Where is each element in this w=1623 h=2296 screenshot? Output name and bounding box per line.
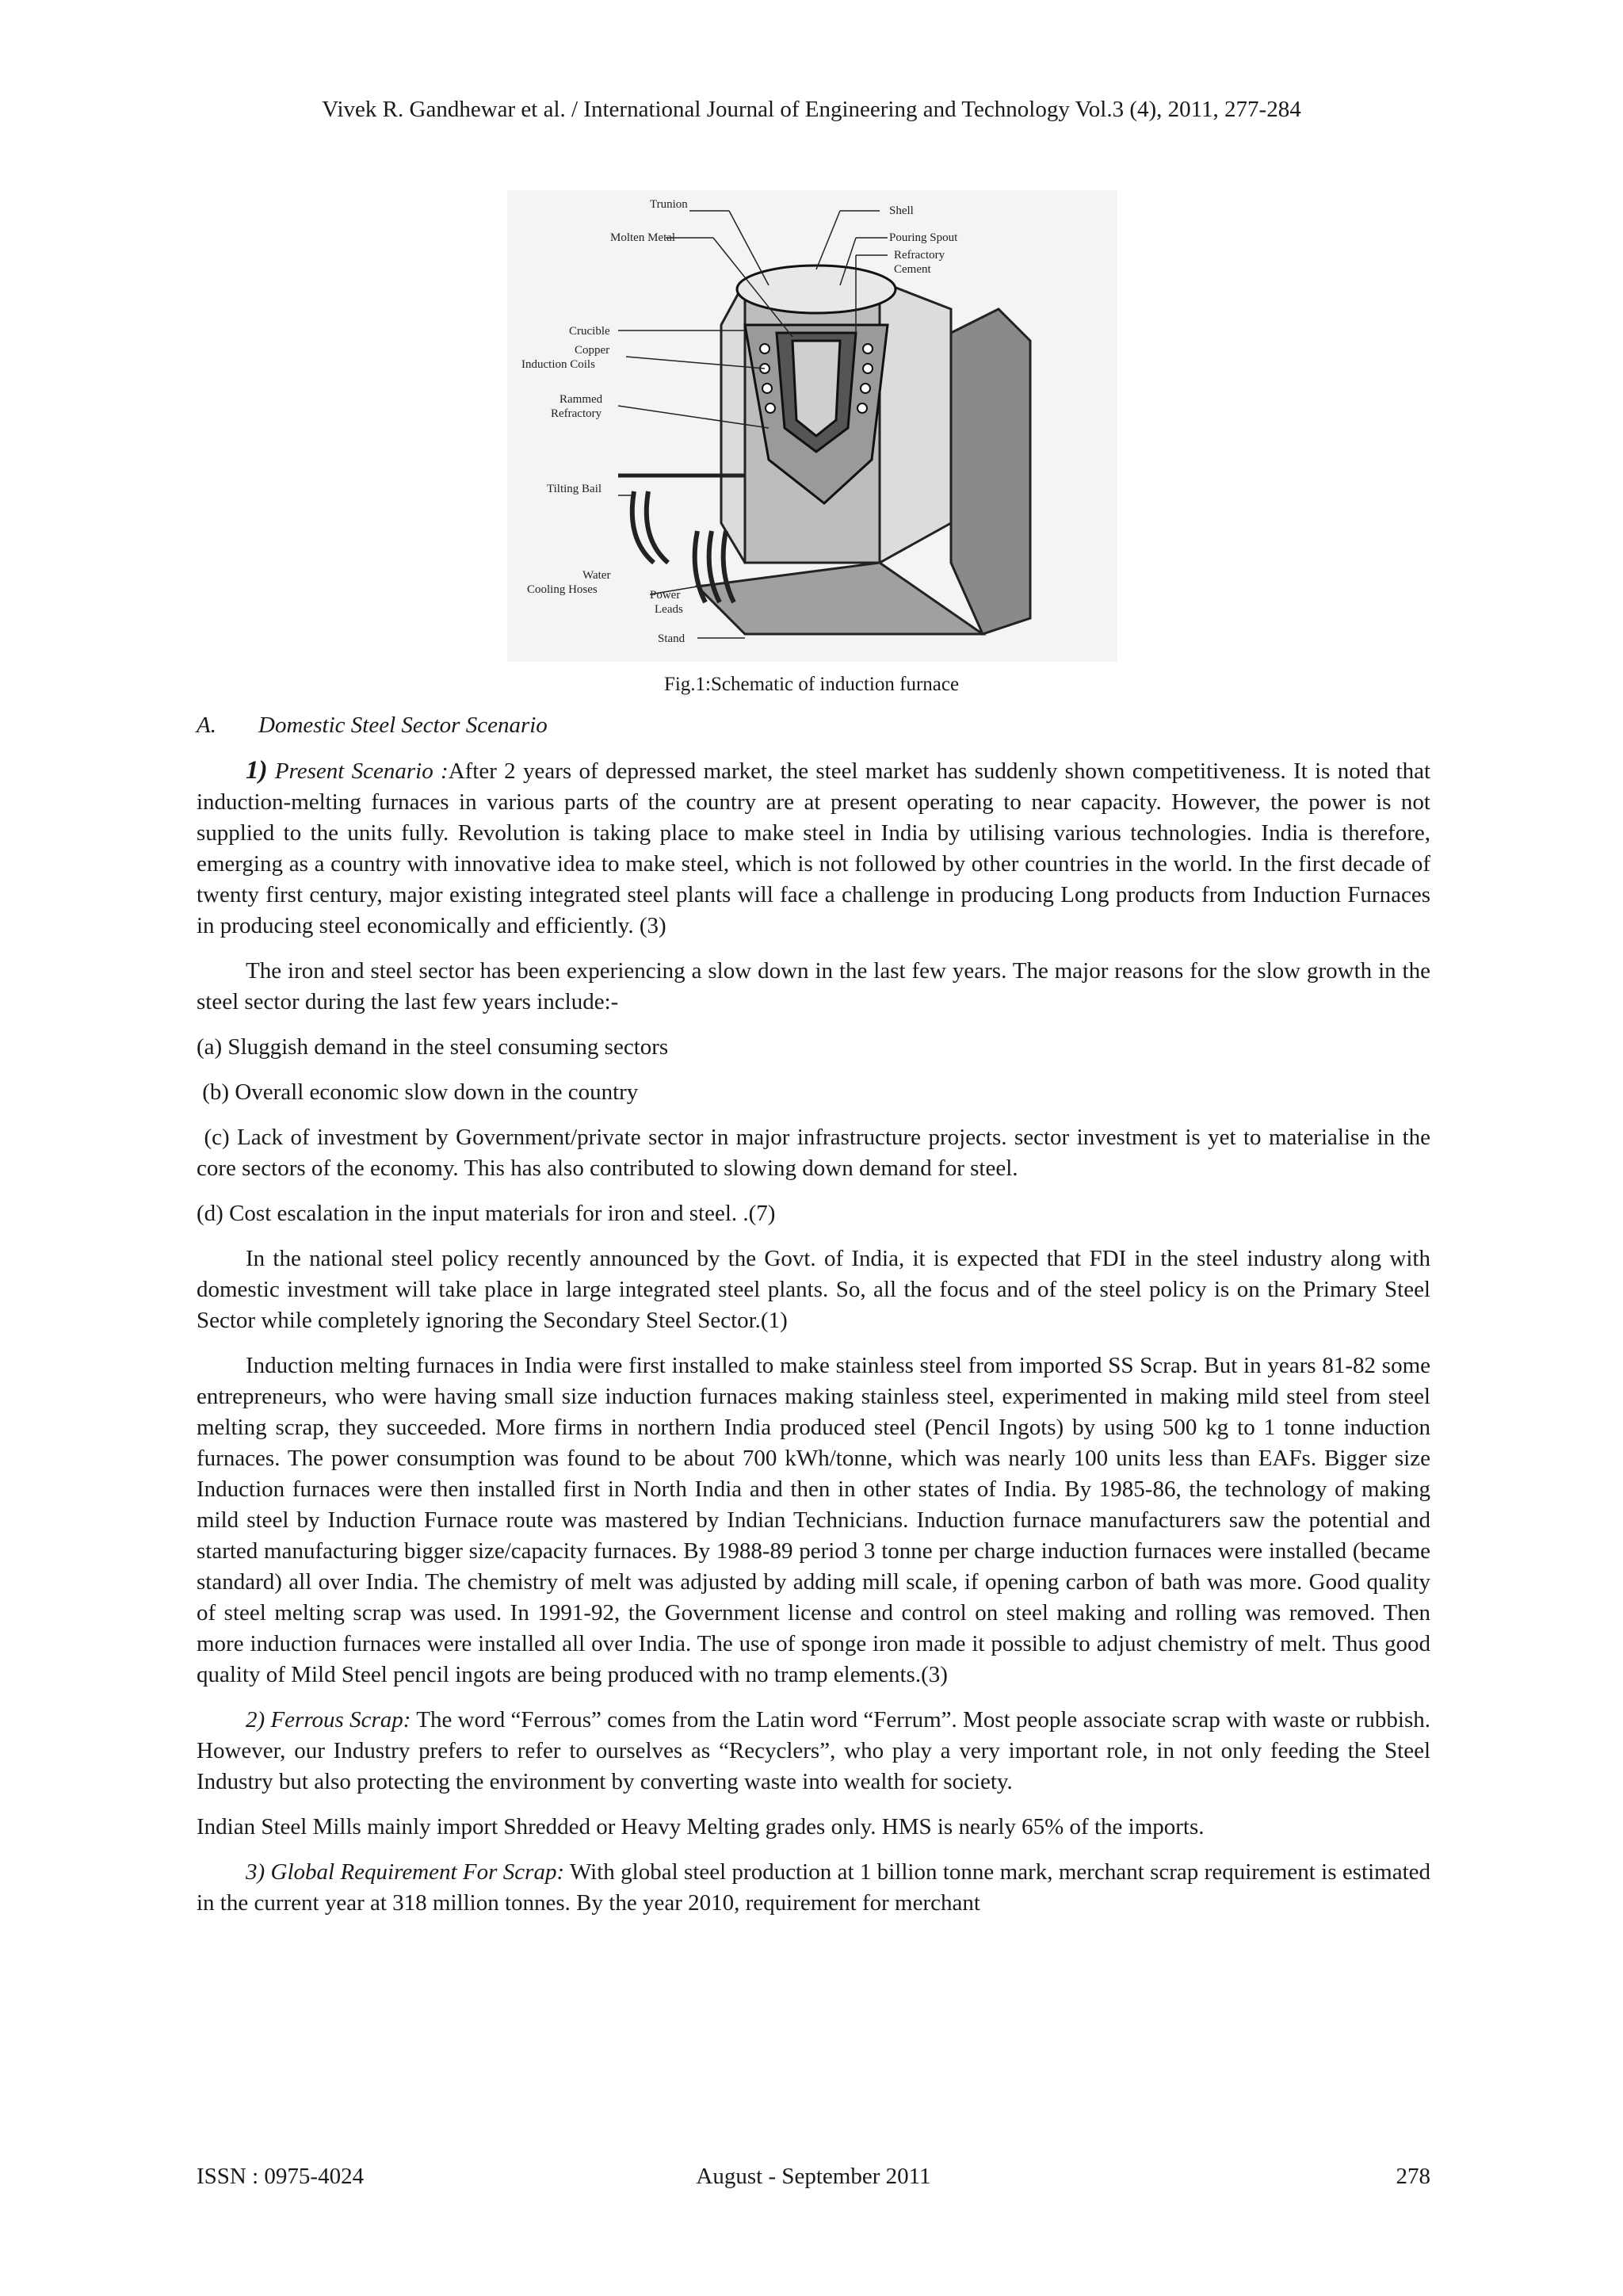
paragraph-slowdown: The iron and steel sector has been experiencing a slow down in the last few years. The major reasons for the slow growth in the steel sector during the last few years include:- [197,958,1430,1014]
label-power-2: Leads [655,603,683,616]
paragraph-history: Induction melting furnaces in India were first installed to make stainless steel from imported SS Scrap. But in years 81-82 some entrepreneurs, who were having small size induction furnaces making stainless steel, experimented in making mild steel from steel melting scrap, they succeeded. More firms in northern India produced steel (Pencil Ingots) by using 500 kg to 1 tonne induction furnaces. The power consumption was found to be about 700 kWh/tonne, which was nearly 100 units less than EAFs. Bigger size Induction furnaces were then installed first in North India and then in other states of India. By 1985-86, the technology of making mild steel by Induction Furnace route was mastered by Indian Technicians. Induction furnace manufacturers saw the potential and started manufacturing bigger size/capacity furnaces. By 1988-89 period 3 tonne per charge induction furnaces were installed (became standard) all over India. The chemistry of melt was adjusted by adding mill scale, if opening carbon of bath was more. Good quality of steel melting scrap was used. In 1991-92, the Government license and control on steel making and rolling was removed. Then more induction furnaces were installed all over India. The use of sponge iron made it possible to adjust chemistry of melt. Thus good quality of Mild Steel pencil ingots are being produced with no tramp elements.(3) [197,1353,1430,1687]
subsection-title-ferrous: 2) Ferrous Scrap: [246,1707,411,1733]
footer-issn: ISSN : 0975-4024 [197,2164,365,2189]
label-tilting-bail: Tilting Bail [547,483,602,495]
reason-a: (a) Sluggish demand in the steel consuming sectors [197,1034,669,1060]
label-rammed-2: Refractory [551,407,602,420]
induction-furnace-schematic [507,190,1117,662]
paragraph-text: With global steel production at 1 billion tonne mark, merchant scrap requirement is estimated in the current year at 318 million tonnes. By the year 2010, requirement for merchant [197,1859,1431,1916]
label-copper-coils-1: Copper [575,344,610,357]
subsection-title-global: 3) Global Requirement For Scrap: [246,1859,565,1885]
paragraph-ferrous-scrap [197,1705,1430,1797]
reason-d: (d) Cost escalation in the input materials for iron and steel. .(7) [197,1201,776,1226]
label-molten-metal: Molten Metal [610,231,676,244]
article-body [197,710,1437,1933]
section-heading [197,710,1430,741]
paragraph-global-requirement [197,1857,1430,1919]
paragraph-imports: Indian Steel Mills mainly import Shredded or Heavy Melting grades only. HMS is nearly 65% of the imports. [197,1814,1205,1839]
paragraph-present-scenario [197,755,1430,942]
label-crucible: Crucible [569,325,610,338]
reason-b: (b) Overall economic slow down in the country [197,1079,639,1105]
label-rammed-1: Rammed [559,393,603,406]
footer-date: August - September 2011 [696,2164,931,2189]
label-water-2: Cooling Hoses [527,583,598,596]
reason-c: (c) Lack of investment by Government/private sector in major infrastructure projects. sector investment is yet to materialise in the core sectors of the economy. This has also contributed to slowing down demand for steel. [197,1125,1437,1181]
label-power-1: Power [650,589,681,602]
page-footer [197,2164,1430,2195]
induction-furnace-figure [507,190,1117,662]
label-refractory-cement-2: Cement [894,263,931,276]
section-number: A. [197,712,216,738]
paragraph-text: After 2 years of depressed market, the steel market has suddenly shown competitiveness. It is noted that induction-melting furnaces in various parts of the country are at present operating to near capacity. However, the power is not supplied to the units fully. Revolution is taking place to make steel in India by utilising various technologies. India is therefore, emerging as a country with innovative idea to make steel, which is not followed by other countries in the world. In the first decade of twenty first century, major existing integrated steel plants will face a challenge in producing Long products from Induction Furnaces in producing steel economically and efficiently. (3) [197,758,1430,938]
label-pouring-spout: Pouring Spout [889,231,958,244]
section-title: Domestic Steel Sector Scenario [258,712,548,738]
figure-caption: Fig.1:Schematic of induction furnace [663,674,960,695]
subsection-number: 1) [246,756,268,785]
label-copper-coils-2: Induction Coils [521,358,595,371]
label-water-1: Water [582,569,611,582]
paragraph-steel-policy: In the national steel policy recently announced by the Govt. of India, it is expected that FDI in the steel industry along with domestic investment will take place in large integrated steel plants. So, all the focus and of the steel policy is on the Primary Steel Sector while completely ignoring the Secondary Steel Sector.(1) [197,1246,1430,1333]
label-shell: Shell [889,204,914,217]
running-header: Vivek R. Gandhewar et al. / International Journal of Engineering and Technology Vol.3 (4), 2011, 277-284 [322,97,1301,122]
label-refractory-cement-1: Refractory [894,249,945,262]
label-stand: Stand [658,632,685,645]
subsection-title-present: Present Scenario : [274,758,449,784]
page-number: 278 [1396,2164,1430,2189]
label-trunion: Trunion [650,198,688,211]
paragraph-text: The word “Ferrous” comes from the Latin word “Ferrum”. Most people associate scrap with waste or rubbish. However, our Industry prefers to refer to ourselves as “Recyclers”, who play a very important role, in not only feeding the Steel Industry but also protecting the environment by converting waste into wealth for society. [197,1707,1430,1794]
